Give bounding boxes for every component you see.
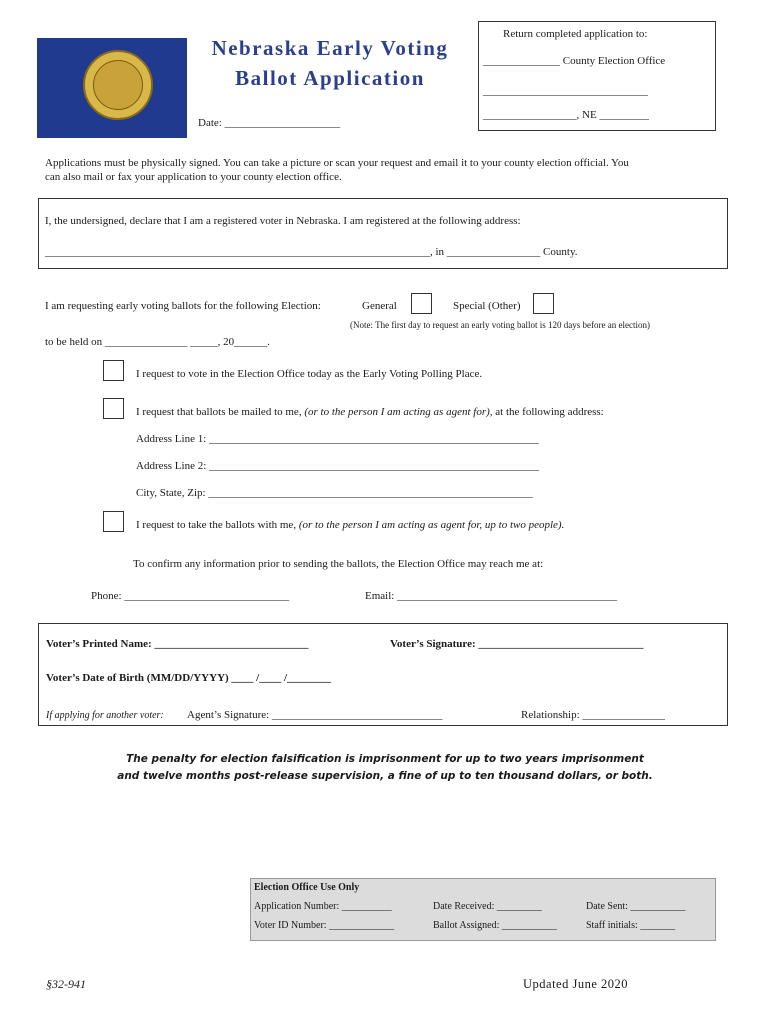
- take-ballots-checkbox[interactable]: [103, 511, 124, 532]
- application-number-field[interactable]: Application Number: __________: [254, 901, 392, 912]
- agent-note: If applying for another voter:: [46, 710, 164, 721]
- updated-date: Updated June 2020: [523, 977, 629, 991]
- take-ballots-label: [136, 519, 564, 531]
- return-address-box: [478, 21, 716, 131]
- mail-ballots-checkbox[interactable]: [103, 398, 124, 419]
- city-ne-field[interactable]: _________________, NE _________: [483, 109, 649, 121]
- agent-signature-field[interactable]: Agent’s Signature: _______________________________: [187, 709, 443, 721]
- mail-agent-note: (or to the person I am acting as agent for),: [304, 406, 493, 418]
- office-use-box: [250, 878, 716, 941]
- special-election-checkbox[interactable]: [533, 293, 554, 314]
- intro-line2: can also mail or fax your application to your county election office.: [45, 171, 342, 183]
- city-state-zip-field[interactable]: City, State, Zip: ___________________________________________________________: [136, 487, 533, 499]
- penalty-line1: The penalty for election falsification is imprisonment for up to two years imprisonment: [126, 753, 644, 765]
- general-election-checkbox[interactable]: [411, 293, 432, 314]
- election-request-label: I am requesting early voting ballots for the following Election:: [45, 300, 321, 312]
- page-title-line1: Nebraska Early Voting: [211, 36, 449, 60]
- relationship-field[interactable]: Relationship: _______________: [521, 709, 665, 721]
- vote-today-label: I request to vote in the Election Office today as the Early Voting Polling Place.: [136, 368, 483, 380]
- nebraska-flag: [37, 38, 187, 138]
- phone-field[interactable]: Phone: ______________________________: [91, 590, 290, 602]
- seal-center: [93, 60, 143, 110]
- special-label: Special (Other): [453, 300, 521, 312]
- general-label: General: [362, 300, 397, 312]
- date-field[interactable]: Date: _____________________: [198, 117, 341, 129]
- voter-signature-field[interactable]: Voter’s Signature: ______________________________: [390, 638, 644, 650]
- date-sent-field[interactable]: Date Sent: ___________: [586, 901, 686, 912]
- election-date-field[interactable]: to be held on _______________ _____, 20______.: [45, 336, 270, 348]
- mail-suffix: at the following address:: [492, 406, 604, 418]
- email-field[interactable]: Email: ________________________________________: [365, 590, 618, 602]
- confirm-text: To confirm any information prior to sending the ballots, the Election Office may reach me at:: [133, 558, 544, 570]
- take-prefix: I request to take the ballots with me,: [136, 519, 299, 531]
- state-seal-icon: [83, 50, 153, 120]
- declaration-box: [38, 198, 728, 269]
- vote-today-checkbox[interactable]: [103, 360, 124, 381]
- signature-box: [38, 623, 728, 726]
- statute-reference: §32-941: [46, 977, 86, 991]
- mail-ballots-label: [136, 406, 604, 418]
- address-line1-field[interactable]: Address Line 1: ____________________________________________________________: [136, 433, 540, 445]
- printed-name-field[interactable]: Voter’s Printed Name: ____________________________: [46, 638, 309, 650]
- date-of-birth-field[interactable]: Voter’s Date of Birth (MM/DD/YYYY) ____ /____ /________: [46, 672, 332, 684]
- return-label: Return completed application to:: [503, 28, 648, 40]
- declaration-text: I, the undersigned, declare that I am a registered voter in Nebraska. I am registered at the following address:: [45, 215, 521, 227]
- address-line2-field[interactable]: Address Line 2: ____________________________________________________________: [136, 460, 540, 472]
- date-received-field[interactable]: Date Received: _________: [433, 901, 542, 912]
- registered-address-field[interactable]: ______________________________________________________________________, in _________________ County.: [45, 246, 578, 258]
- ballot-assigned-field[interactable]: Ballot Assigned: ___________: [433, 920, 557, 931]
- request-note: (Note: The first day to request an early voting ballot is 120 days before an election): [350, 320, 650, 330]
- take-agent-note: (or to the person I am acting as agent for, up to two people).: [298, 519, 565, 531]
- voter-id-field[interactable]: Voter ID Number: _____________: [254, 920, 395, 931]
- office-address-field[interactable]: ______________________________: [483, 85, 648, 97]
- page-title-line2: Ballot Application: [235, 66, 425, 90]
- county-office-field[interactable]: ______________ County Election Office: [483, 55, 666, 67]
- office-use-heading: Election Office Use Only: [254, 882, 360, 893]
- intro-line1: Applications must be physically signed. You can take a picture or scan your request and email it to your county election official. You: [45, 157, 629, 169]
- staff-initials-field[interactable]: Staff initials: _______: [586, 920, 676, 931]
- penalty-line2: and twelve months post-release supervision, a fine of up to ten thousand dollars, or both.: [117, 770, 653, 782]
- mail-prefix: I request that ballots be mailed to me,: [136, 406, 305, 418]
